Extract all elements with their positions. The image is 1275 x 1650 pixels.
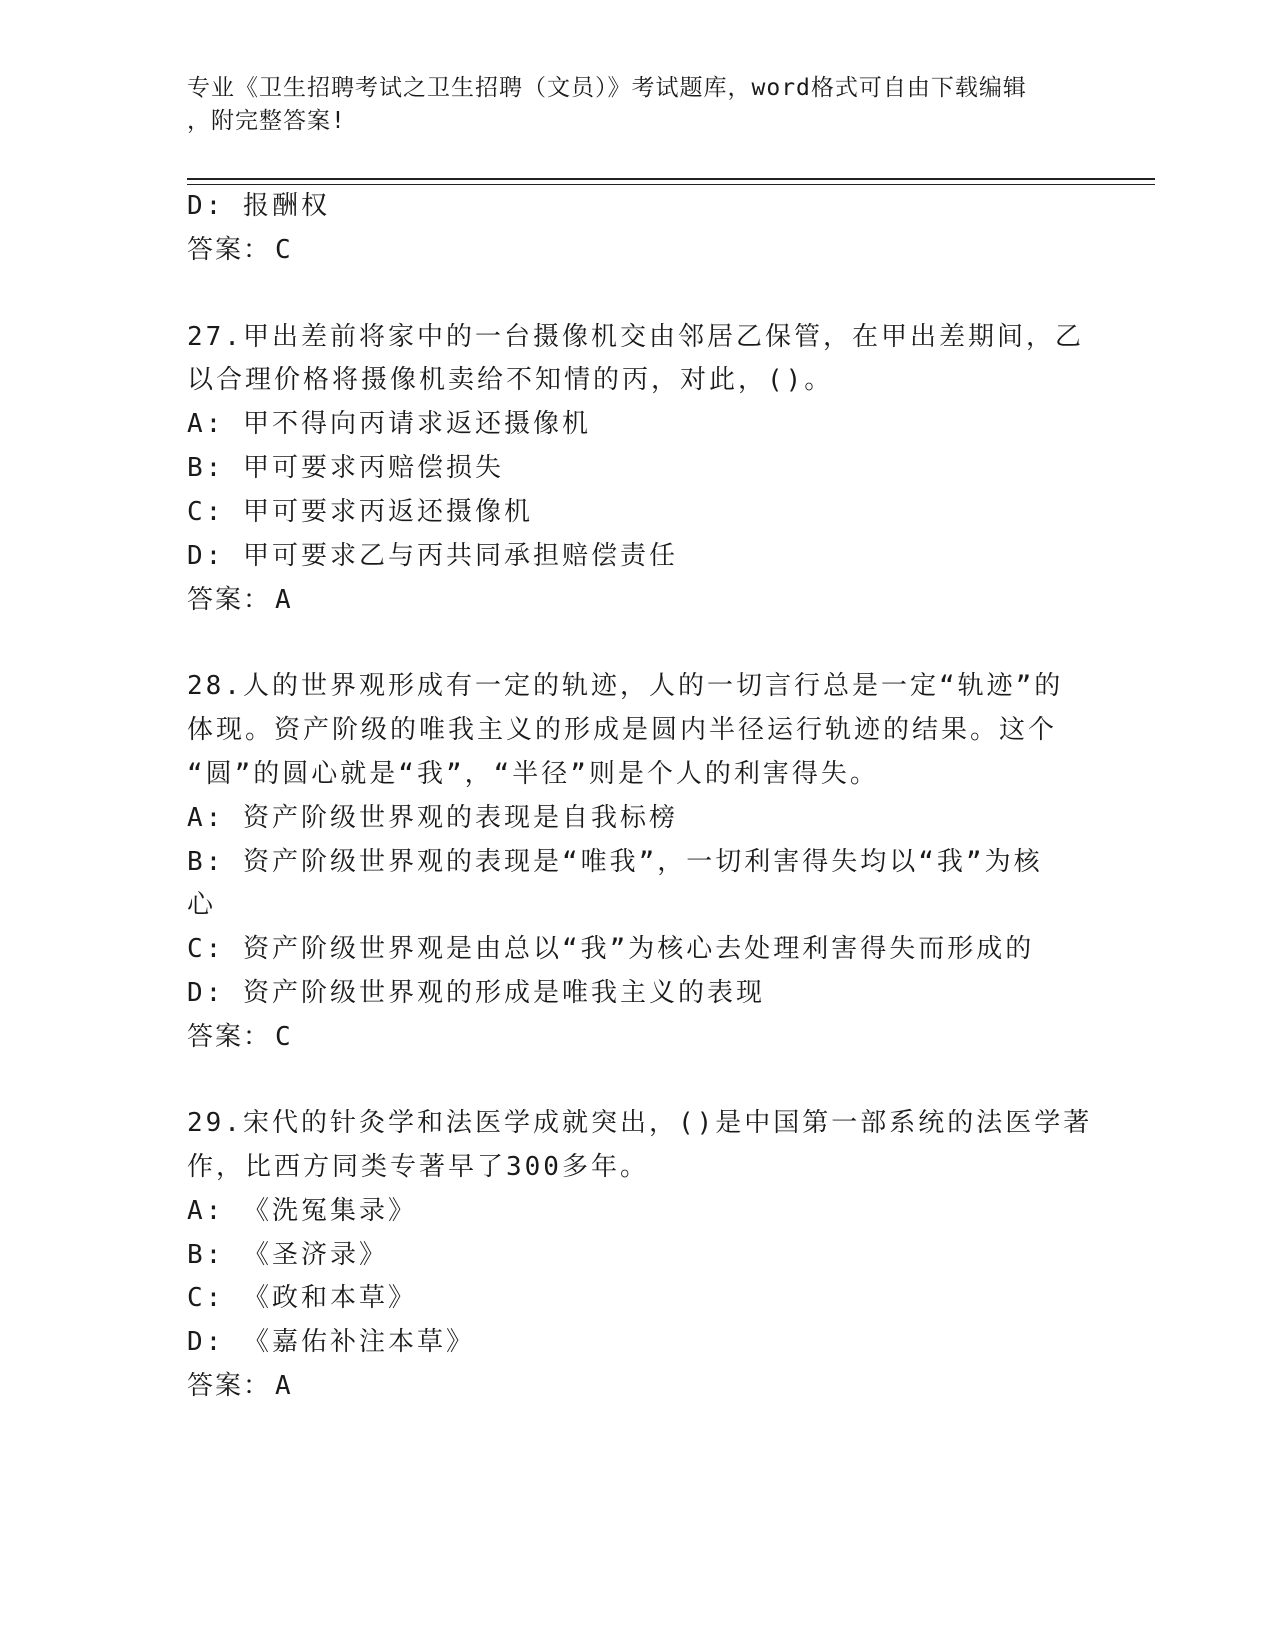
header-line-2: ，附完整答案! bbox=[187, 108, 346, 134]
q29-option-b: B: 《圣济录》 bbox=[187, 1240, 388, 1270]
q28-option-b-line-1: B: 资产阶级世界观的表现是“唯我”，一切利害得失均以“我”为核 bbox=[187, 847, 1043, 877]
q28-option-a: A: 资产阶级世界观的表现是自我标榜 bbox=[187, 803, 678, 833]
q29-option-d: D: 《嘉佑补注本草》 bbox=[187, 1327, 475, 1357]
q27-stem-line-2: 以合理价格将摄像机卖给不知情的丙，对此，()。 bbox=[187, 365, 834, 395]
q27-option-d: D: 甲可要求乙与丙共同承担赔偿责任 bbox=[187, 541, 678, 571]
answer-label: 答案： bbox=[187, 1371, 272, 1401]
header-divider-thin bbox=[187, 184, 1155, 185]
answer-value: C bbox=[275, 235, 293, 265]
prev-option-d: D: 报酬权 bbox=[187, 191, 330, 221]
answer-label: 答案： bbox=[187, 585, 272, 615]
answer-value: A bbox=[275, 585, 293, 615]
answer-value: A bbox=[275, 1371, 293, 1401]
q28-option-d: D: 资产阶级世界观的形成是唯我主义的表现 bbox=[187, 978, 765, 1008]
q27-stem-line-1: 27.甲出差前将家中的一台摄像机交由邻居乙保管，在甲出差期间，乙 bbox=[187, 322, 1084, 352]
answer-label: 答案： bbox=[187, 1022, 272, 1052]
q29-stem-line-1: 29.宋代的针灸学和法医学成就突出，()是中国第一部系统的法医学著 bbox=[187, 1108, 1093, 1138]
q28-stem-line-1: 28.人的世界观形成有一定的轨迹，人的一切言行总是一定“轨迹”的 bbox=[187, 671, 1064, 701]
q27-option-b: B: 甲可要求丙赔偿损失 bbox=[187, 453, 504, 483]
q29-option-c: C: 《政和本草》 bbox=[187, 1283, 417, 1313]
q29-answer bbox=[187, 1364, 293, 1408]
q28-option-b-line-2: 心 bbox=[187, 890, 217, 920]
q29-stem-line-2: 作，比西方同类专著早了300多年。 bbox=[187, 1152, 649, 1182]
q27-option-a: A: 甲不得向丙请求返还摄像机 bbox=[187, 409, 591, 439]
header-line-1: 专业《卫生招聘考试之卫生招聘（文员）》考试题库，word格式可自由下载编辑 bbox=[187, 75, 1027, 101]
q28-option-c: C: 资产阶级世界观是由总以“我”为核心去处理利害得失而形成的 bbox=[187, 934, 1035, 964]
q28-stem-line-3: “圆”的圆心就是“我”，“半径”则是个人的利害得失。 bbox=[187, 759, 879, 789]
q27-option-c: C: 甲可要求丙返还摄像机 bbox=[187, 497, 533, 527]
q28-answer bbox=[187, 1015, 293, 1059]
q27-answer bbox=[187, 578, 293, 622]
document-header bbox=[187, 72, 1077, 138]
q29-option-a: A: 《洗冤集录》 bbox=[187, 1196, 417, 1226]
q28-stem-line-2: 体现。资产阶级的唯我主义的形成是圆内半径运行轨迹的结果。这个 bbox=[187, 715, 1058, 745]
prev-answer bbox=[187, 228, 293, 272]
answer-value: C bbox=[275, 1022, 293, 1052]
header-divider-thick bbox=[187, 178, 1155, 180]
answer-label: 答案： bbox=[187, 235, 272, 265]
